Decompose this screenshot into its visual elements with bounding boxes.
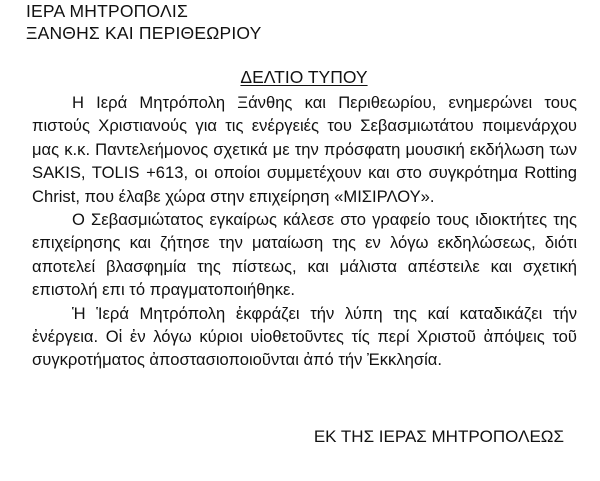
body-paragraph-3: Ἡ Ἱερά Μητρόπολη ἐκφράζει τήν λύπη της καί καταδικάζει τήν ἐνέργεια. Οἱ ἐν λόγω κύριοι υἱοθετοῦντες τίς περί Χριστοῦ ἀπόψεις τοῦ συγκροτήματος ἀποστασιοποιοῦνται ἀπό τήν Ἐκκλησία. [32,303,577,370]
issuer-line-1: ΙΕΡΑ ΜΗΤΡΟΠΟΛΙΣ [26,1,188,21]
issuer-line-2: ΞΑΝΘΗΣ ΚΑΙ ΠΕΡΙΘΕΩΡΙΟΥ [26,23,262,43]
signature: ΕΚ ΤΗΣ ΙΕΡΑΣ ΜΗΤΡΟΠΟΛΕΩΣ [313,427,564,446]
body-paragraph-2: Ο Σεβασμιώτατος εγκαίρως κάλεσε στο γραφείο τους ιδιοκτήτες της επιχείρησης και ζήτησε την ματαίωση της εν λόγω εκδηλώσεως, διότι αποτελεί βλασφημία της πίστεως, και μάλιστα απέστειλε και σχετική επιστολή επι τό πραγματοποιήθηκε. [32,210,577,300]
document-body [32,91,577,372]
document-title-text: ΔΕΛΤΙΟ ΤΥΠΟΥ [240,67,368,87]
issuer-header [26,0,262,44]
body-paragraph-1: Η Ιερά Μητρόπολη Ξάνθης και Περιθεωρίου, ενημερώνει τους πιστούς Χριστιανούς για τις ενέργειές του Σεβασμιωτάτου ποιμενάρχου μας κ.κ. Παντελεήμονος σχετικά με την πρόσφατη μουσική εκδήλωση των SAKIS, TOLIS +613, οι οποίοι συμμετέχουν και στο συγκρότημα Rotting Christ, που έλαβε χώρα στην επιχείρηση «ΜΙΣΙΡΛΟΥ». [32,93,577,206]
document-title [0,66,600,88]
